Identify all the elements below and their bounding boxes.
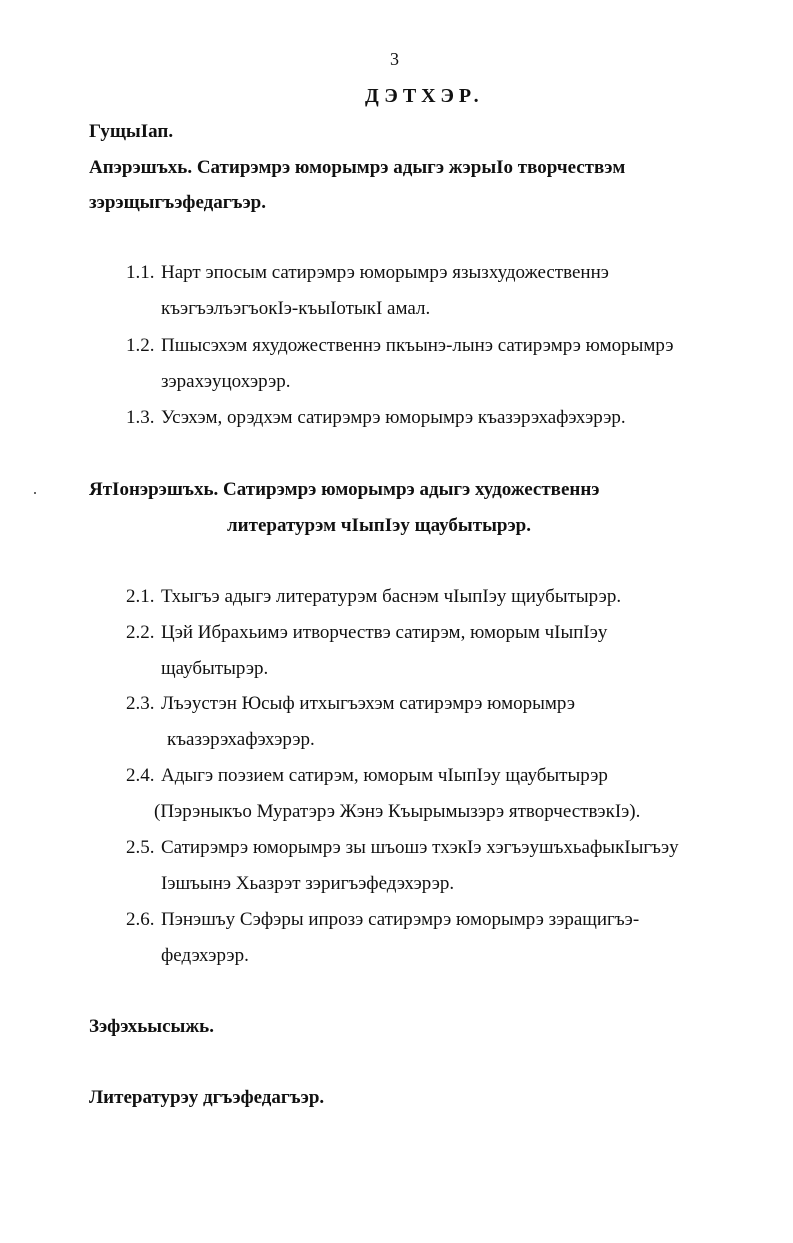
toc-item-text-cont: щаубытырэр. — [161, 658, 269, 679]
page-title: ДЭТХЭР. — [365, 85, 484, 107]
toc-item-text-cont: Iэшъынэ Хьазрэт зэригъэфедэхэрэр. — [161, 873, 455, 894]
toc-item-number: 2.2. — [126, 622, 155, 643]
toc-item-text-cont: къэгъэлъэгъокIэ-къыIотыкI амал. — [161, 298, 431, 319]
toc-item-number: 1.2. — [126, 335, 155, 356]
chapter1-title-line1: Апэрэшъхь. Сатирэмрэ юморымрэ адыгэ жэрыIо творчествэм — [89, 157, 626, 178]
chapter2-title-line2: литературэм чIыпIэу щаубытырэр. — [227, 515, 531, 536]
scan-speck — [34, 492, 36, 494]
toc-item-text: Нарт эпосым сатирэмрэ юморымрэ язызхудожественнэ — [161, 262, 609, 283]
toc-item-text: Цэй Ибрахьимэ итворчествэ сатирэм, юморым чIыпIэу — [161, 622, 608, 643]
toc-item-number: 2.6. — [126, 909, 155, 930]
toc-item-text-cont: федэхэрэр. — [161, 945, 249, 966]
toc-item-text-cont: къазэрэхафэхэрэр. — [167, 729, 315, 750]
toc-item-number: 2.3. — [126, 693, 155, 714]
toc-item-text-cont: зэрахэуцохэрэр. — [161, 371, 291, 392]
toc-item-text: Лъэустэн Юсыф итхыгъэхэм сатирэмрэ юморымрэ — [161, 693, 576, 714]
toc-item-text: Адыгэ поэзием сатирэм, юморым чIыпIэу щаубытырэр — [161, 765, 608, 786]
toc-item-number: 2.4. — [126, 765, 155, 786]
conclusion-heading: Зэфэхьысыжь. — [89, 1016, 214, 1037]
toc-item-number: 1.1. — [126, 262, 155, 283]
toc-item-number: 2.5. — [126, 837, 155, 858]
toc-item-text: Усэхэм, орэдхэм сатирэмрэ юморымрэ къазэрэхафэхэрэр. — [161, 407, 626, 428]
toc-item-text: Сатирэмрэ юморымрэ зы шъошэ тхэкIэ хэгъэушъхьафыкIыгъэу — [161, 837, 679, 858]
page-number: 3 — [390, 49, 399, 69]
toc-item-number: 1.3. — [126, 407, 155, 428]
toc-item-text: Тхыгъэ адыгэ литературэм баснэм чIыпIэу щиубытырэр. — [161, 586, 622, 607]
toc-item-text: Пшысэхэм яхудожественнэ пкъынэ-лынэ сатирэмрэ юморымрэ — [161, 335, 674, 356]
chapter2-title-line1: ЯтIонэрэшъхь. Сатирэмрэ юморымрэ адыгэ художественнэ — [89, 479, 600, 500]
intro-heading: ГущыIап. — [89, 121, 174, 142]
toc-item-text: Пэнэшъу Сэфэры ипрозэ сатирэмрэ юморымрэ зэращигъэ- — [161, 909, 640, 930]
toc-item-text-cont: (Пэрэныкъо Муратэрэ Жэнэ Къырымызэрэ ятворчествэкIэ). — [154, 801, 641, 822]
toc-item-number: 2.1. — [126, 586, 155, 607]
bibliography-heading: Литературэу дгъэфедагъэр. — [89, 1087, 325, 1108]
chapter1-title-line2: зэрэщыгъэфедагъэр. — [89, 192, 266, 213]
